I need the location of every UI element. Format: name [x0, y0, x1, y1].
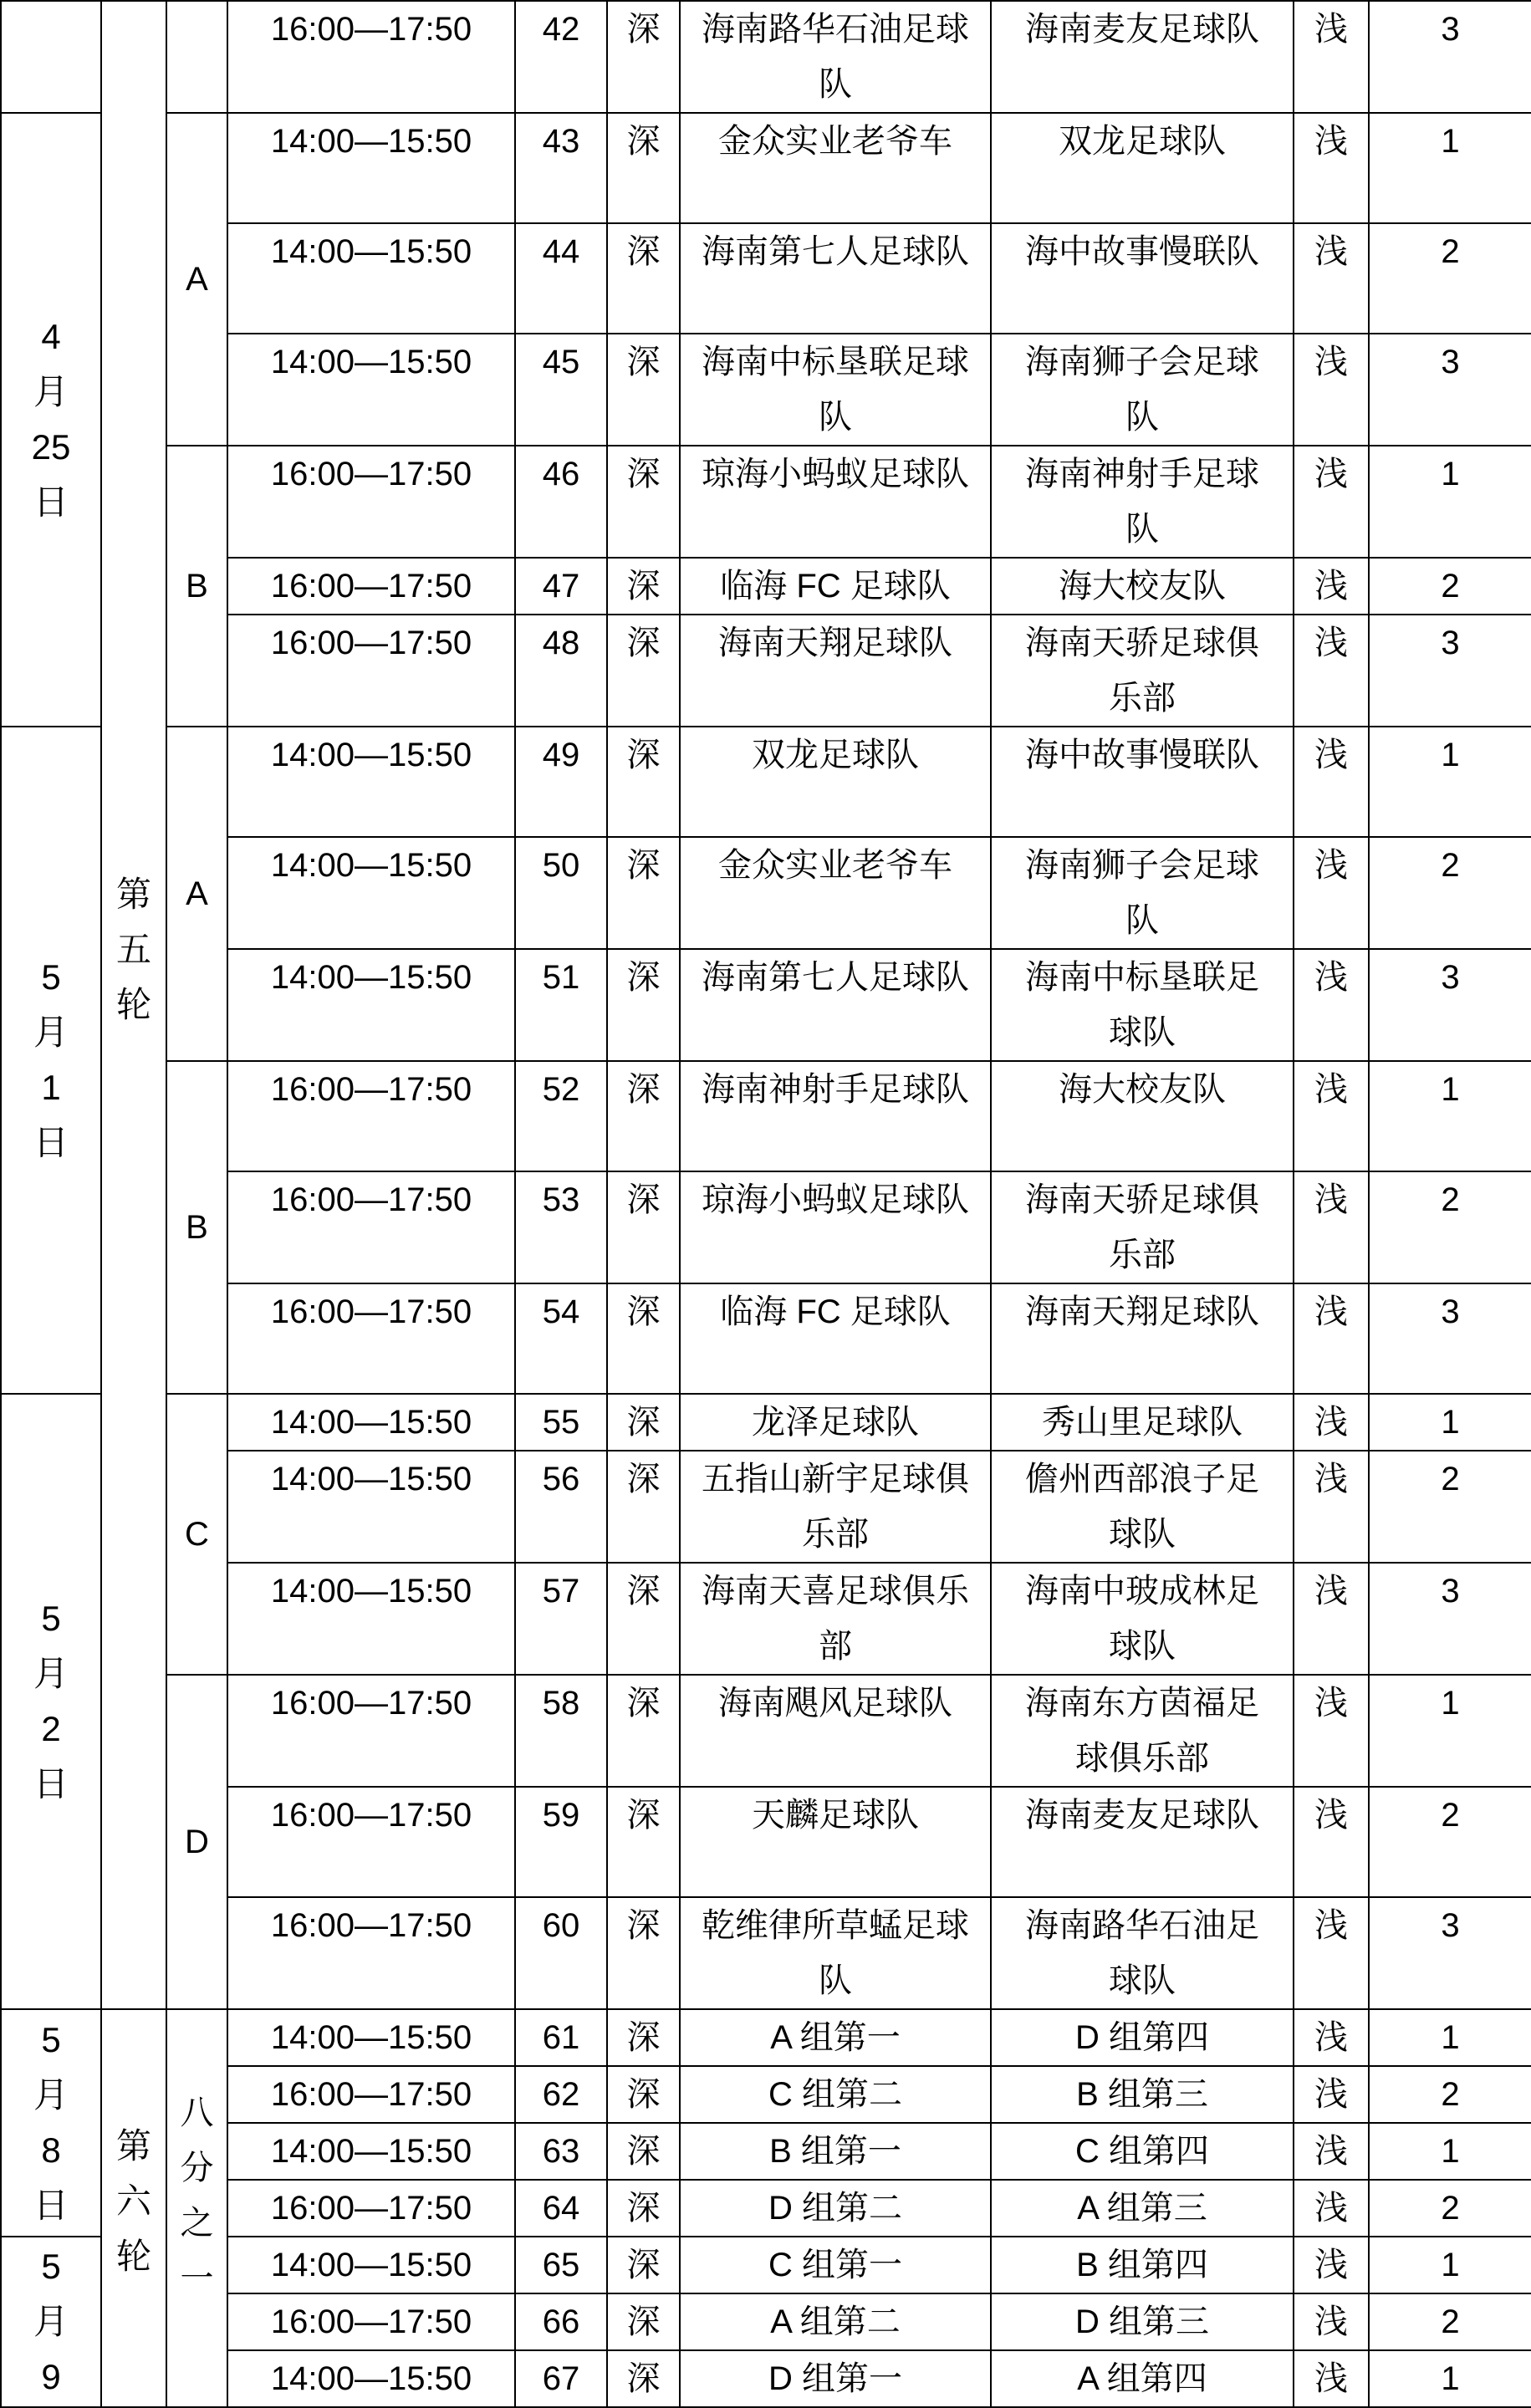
field-number-cell: 1: [1369, 446, 1531, 558]
table-row: [1, 1787, 1531, 1897]
time-cell: 14:00—15:50: [227, 223, 515, 334]
table-row: [1, 2180, 1531, 2237]
away-team-cell-text: A 组第四: [1077, 2360, 1207, 2397]
home-kit-cell: 深: [607, 1061, 680, 1171]
home-kit-cell: 深: [607, 1451, 680, 1563]
match-number-cell: 49: [515, 727, 607, 837]
away-team-cell: [991, 1171, 1294, 1283]
away-kit-cell: 浅: [1294, 1675, 1369, 1787]
time-cell: 14:00—15:50: [227, 2237, 515, 2293]
group-cell: C: [166, 1394, 227, 1675]
home-team-cell: [680, 615, 991, 727]
time-cell: 16:00—17:50: [227, 558, 515, 615]
home-kit-cell: 深: [607, 615, 680, 727]
away-kit-cell: 浅: [1294, 558, 1369, 615]
table-row: [1, 2066, 1531, 2123]
home-kit-cell: 深: [607, 949, 680, 1061]
home-team-cell-text: 乾维律所草蜢足球队: [702, 1907, 969, 1999]
match-number-cell: 44: [515, 223, 607, 334]
table-row: [1, 1563, 1531, 1675]
time-cell: 16:00—17:50: [227, 1, 515, 113]
table-row: [1, 334, 1531, 446]
home-kit-cell: 深: [607, 2123, 680, 2180]
table-row: [1, 1394, 1531, 1451]
home-kit-cell: 深: [607, 1787, 680, 1897]
away-kit-cell: 浅: [1294, 2009, 1369, 2066]
home-team-cell: [680, 2066, 991, 2123]
away-kit-cell: 浅: [1294, 1, 1369, 113]
away-team-cell-text: 海南东方茵福足球俱乐部: [1025, 1685, 1259, 1777]
home-kit-cell: 深: [607, 2293, 680, 2350]
match-number-cell: 58: [515, 1675, 607, 1787]
table-row: [1, 837, 1531, 949]
match-number-cell: 55: [515, 1394, 607, 1451]
table-row: [1, 1675, 1531, 1787]
away-team-cell: [991, 1394, 1294, 1451]
field-number-cell: 3: [1369, 615, 1531, 727]
home-kit-cell: 深: [607, 1394, 680, 1451]
home-team-cell-text: C 组第一: [768, 2247, 902, 2283]
time-cell: 14:00—15:50: [227, 837, 515, 949]
home-team-cell-text: 海南飓风足球队: [718, 1685, 952, 1722]
home-team-cell-text: 临海 FC 足球队: [720, 1293, 951, 1330]
away-team-cell-text: 海南中玻成林足球队: [1025, 1573, 1259, 1665]
home-team-cell: [680, 1787, 991, 1897]
away-team-cell: [991, 2237, 1294, 2293]
away-team-cell: [991, 837, 1294, 949]
time-cell: 14:00—15:50: [227, 2009, 515, 2066]
home-team-cell: [680, 2180, 991, 2237]
home-team-cell: [680, 113, 991, 223]
table-row: [1, 1283, 1531, 1394]
home-team-cell-text: 双龙足球队: [752, 737, 919, 773]
away-team-cell: [991, 949, 1294, 1061]
group-cell: [166, 1, 227, 113]
away-kit-cell: 浅: [1294, 334, 1369, 446]
away-kit-cell: 浅: [1294, 727, 1369, 837]
home-kit-cell: 深: [607, 1675, 680, 1787]
date-cell: 5 月 1 日: [1, 727, 101, 1394]
match-number-cell: 54: [515, 1283, 607, 1394]
table-row: [1, 2293, 1531, 2350]
away-kit-cell: 浅: [1294, 1171, 1369, 1283]
away-kit-cell: 浅: [1294, 1451, 1369, 1563]
field-number-cell: 1: [1369, 1394, 1531, 1451]
field-number-cell: 2: [1369, 1787, 1531, 1897]
date-cell: 5 月 8 日: [1, 2009, 101, 2237]
table-row: [1, 1, 1531, 113]
away-kit-cell: 浅: [1294, 837, 1369, 949]
match-number-cell: 62: [515, 2066, 607, 2123]
away-team-cell-text: B 组第四: [1076, 2247, 1208, 2283]
home-team-cell: [680, 2009, 991, 2066]
time-cell: 14:00—15:50: [227, 949, 515, 1061]
away-team-cell-text: D 组第三: [1075, 2303, 1209, 2340]
away-team-cell-text: C 组第四: [1075, 2133, 1209, 2170]
match-number-cell: 63: [515, 2123, 607, 2180]
away-team-cell-text: B 组第三: [1076, 2076, 1208, 2113]
home-kit-cell: 深: [607, 2180, 680, 2237]
table-row: [1, 1061, 1531, 1171]
round-cell: 第 五 轮: [101, 1, 166, 2009]
table-row: [1, 2350, 1531, 2407]
time-cell: 16:00—17:50: [227, 2180, 515, 2237]
home-kit-cell: 深: [607, 113, 680, 223]
away-team-cell-text: 海南中标垦联足球队: [1025, 959, 1259, 1051]
field-number-cell: 2: [1369, 223, 1531, 334]
away-team-cell-text: 海中故事慢联队: [1025, 233, 1259, 270]
group-cell: 八 分 之 一: [166, 2009, 227, 2407]
match-number-cell: 59: [515, 1787, 607, 1897]
away-team-cell-text: D 组第四: [1075, 2019, 1209, 2056]
home-kit-cell: 深: [607, 2350, 680, 2407]
table-row: [1, 113, 1531, 223]
away-team-cell-text: 海南天骄足球俱乐部: [1025, 1181, 1259, 1273]
home-team-cell: [680, 949, 991, 1061]
group-cell: D: [166, 1675, 227, 2009]
time-cell: 14:00—15:50: [227, 2350, 515, 2407]
away-kit-cell: 浅: [1294, 949, 1369, 1061]
away-team-cell-text: 海南路华石油足球队: [1025, 1907, 1259, 1999]
away-team-cell-text: 秀山里足球队: [1042, 1404, 1243, 1441]
away-team-cell: [991, 2350, 1294, 2407]
home-kit-cell: 深: [607, 1, 680, 113]
away-kit-cell: 浅: [1294, 223, 1369, 334]
table-row: [1, 2009, 1531, 2066]
home-team-cell: [680, 1, 991, 113]
time-cell: 16:00—17:50: [227, 1283, 515, 1394]
time-cell: 16:00—17:50: [227, 1787, 515, 1897]
home-kit-cell: 深: [607, 2009, 680, 2066]
field-number-cell: 3: [1369, 1897, 1531, 2009]
match-number-cell: 66: [515, 2293, 607, 2350]
home-kit-cell: 深: [607, 1171, 680, 1283]
time-cell: 16:00—17:50: [227, 1171, 515, 1283]
time-cell: 16:00—17:50: [227, 2066, 515, 2123]
match-number-cell: 46: [515, 446, 607, 558]
field-number-cell: 2: [1369, 2180, 1531, 2237]
field-number-cell: 2: [1369, 2293, 1531, 2350]
away-team-cell: [991, 223, 1294, 334]
group-cell: B: [166, 1061, 227, 1394]
schedule-body: [1, 1, 1531, 2407]
home-team-cell-text: 海南中标垦联足球队: [702, 344, 969, 436]
field-number-cell: 3: [1369, 949, 1531, 1061]
table-row: [1, 615, 1531, 727]
away-team-cell: [991, 558, 1294, 615]
home-team-cell: [680, 1897, 991, 2009]
field-number-cell: 2: [1369, 558, 1531, 615]
match-number-cell: 67: [515, 2350, 607, 2407]
away-team-cell-text: 儋州西部浪子足球队: [1025, 1461, 1259, 1553]
home-kit-cell: 深: [607, 1563, 680, 1675]
away-team-cell-text: 海南神射手足球队: [1025, 456, 1259, 548]
away-team-cell-text: 海南狮子会足球队: [1025, 847, 1259, 939]
away-team-cell: [991, 1563, 1294, 1675]
time-cell: 16:00—17:50: [227, 1897, 515, 2009]
home-team-cell-text: D 组第二: [768, 2190, 902, 2227]
home-team-cell: [680, 2123, 991, 2180]
away-kit-cell: 浅: [1294, 2066, 1369, 2123]
field-number-cell: 2: [1369, 1171, 1531, 1283]
away-team-cell: [991, 334, 1294, 446]
away-team-cell: [991, 1675, 1294, 1787]
home-kit-cell: 深: [607, 334, 680, 446]
home-team-cell-text: 金众实业老爷车: [718, 123, 952, 160]
field-number-cell: 1: [1369, 1061, 1531, 1171]
match-number-cell: 48: [515, 615, 607, 727]
date-cell: 4 月 25 日: [1, 113, 101, 727]
time-cell: 14:00—15:50: [227, 1394, 515, 1451]
home-team-cell-text: 海南第七人足球队: [702, 233, 969, 270]
field-number-cell: 1: [1369, 2009, 1531, 2066]
table-row: [1, 727, 1531, 837]
home-kit-cell: 深: [607, 1283, 680, 1394]
group-cell: A: [166, 113, 227, 446]
away-team-cell: [991, 1, 1294, 113]
home-kit-cell: 深: [607, 2066, 680, 2123]
home-kit-cell: 深: [607, 446, 680, 558]
away-team-cell: [991, 1897, 1294, 2009]
table-row: [1, 2123, 1531, 2180]
home-team-cell-text: 海南路华石油足球队: [702, 11, 969, 103]
time-cell: 14:00—15:50: [227, 113, 515, 223]
away-team-cell: [991, 727, 1294, 837]
table-row: [1, 223, 1531, 334]
match-number-cell: 53: [515, 1171, 607, 1283]
time-cell: 16:00—17:50: [227, 1675, 515, 1787]
home-team-cell-text: 临海 FC 足球队: [720, 568, 951, 605]
field-number-cell: 2: [1369, 837, 1531, 949]
time-cell: 14:00—15:50: [227, 334, 515, 446]
home-team-cell-text: 五指山新宇足球俱乐部: [702, 1461, 969, 1553]
home-kit-cell: 深: [607, 1897, 680, 2009]
field-number-cell: 1: [1369, 1675, 1531, 1787]
table-row: [1, 558, 1531, 615]
home-team-cell: [680, 334, 991, 446]
away-team-cell-text: 海南狮子会足球队: [1025, 344, 1259, 436]
table-row: [1, 2237, 1531, 2293]
away-kit-cell: 浅: [1294, 1897, 1369, 2009]
away-team-cell: [991, 2293, 1294, 2350]
table-row: [1, 1171, 1531, 1283]
away-team-cell-text: 双龙足球队: [1059, 123, 1226, 160]
home-team-cell: [680, 1394, 991, 1451]
home-team-cell: [680, 223, 991, 334]
match-number-cell: 52: [515, 1061, 607, 1171]
away-kit-cell: 浅: [1294, 1394, 1369, 1451]
home-team-cell-text: 琼海小蚂蚁足球队: [702, 1181, 969, 1218]
match-number-cell: 57: [515, 1563, 607, 1675]
away-team-cell: [991, 113, 1294, 223]
away-team-cell-text: 海南麦友足球队: [1025, 1797, 1259, 1834]
home-team-cell: [680, 2237, 991, 2293]
away-kit-cell: 浅: [1294, 2180, 1369, 2237]
away-kit-cell: 浅: [1294, 446, 1369, 558]
home-team-cell-text: D 组第一: [768, 2360, 902, 2397]
away-team-cell-text: 海南天翔足球队: [1025, 1293, 1259, 1330]
away-kit-cell: 浅: [1294, 2237, 1369, 2293]
home-team-cell: [680, 1451, 991, 1563]
home-team-cell-text: A 组第二: [770, 2303, 901, 2340]
away-team-cell: [991, 2009, 1294, 2066]
away-kit-cell: 浅: [1294, 615, 1369, 727]
home-team-cell-text: 海南天翔足球队: [718, 625, 952, 661]
home-team-cell: [680, 1171, 991, 1283]
home-team-cell-text: 海南第七人足球队: [702, 959, 969, 996]
home-team-cell: [680, 2350, 991, 2407]
field-number-cell: 1: [1369, 2350, 1531, 2407]
home-team-cell-text: 金众实业老爷车: [718, 847, 952, 884]
away-kit-cell: 浅: [1294, 1787, 1369, 1897]
home-team-cell-text: C 组第二: [768, 2076, 902, 2113]
field-number-cell: 2: [1369, 2066, 1531, 2123]
match-number-cell: 64: [515, 2180, 607, 2237]
away-team-cell-text: 海南麦友足球队: [1025, 11, 1259, 48]
group-cell: B: [166, 446, 227, 727]
date-cell: 5 月 9: [1, 2237, 101, 2407]
home-kit-cell: 深: [607, 837, 680, 949]
home-team-cell-text: 琼海小蚂蚁足球队: [702, 456, 969, 492]
match-number-cell: 60: [515, 1897, 607, 2009]
field-number-cell: 3: [1369, 334, 1531, 446]
match-number-cell: 43: [515, 113, 607, 223]
away-team-cell-text: 海大校友队: [1059, 1071, 1226, 1108]
home-kit-cell: 深: [607, 2237, 680, 2293]
away-team-cell: [991, 1451, 1294, 1563]
away-team-cell: [991, 1061, 1294, 1171]
field-number-cell: 3: [1369, 1283, 1531, 1394]
match-number-cell: 56: [515, 1451, 607, 1563]
match-number-cell: 42: [515, 1, 607, 113]
field-number-cell: 1: [1369, 2123, 1531, 2180]
home-team-cell: [680, 1563, 991, 1675]
home-kit-cell: 深: [607, 727, 680, 837]
away-team-cell: [991, 1787, 1294, 1897]
away-team-cell: [991, 1283, 1294, 1394]
date-cell: 5 月 2 日: [1, 1394, 101, 2009]
match-number-cell: 65: [515, 2237, 607, 2293]
home-team-cell: [680, 2293, 991, 2350]
field-number-cell: 1: [1369, 113, 1531, 223]
away-team-cell: [991, 2066, 1294, 2123]
field-number-cell: 1: [1369, 2237, 1531, 2293]
away-team-cell: [991, 615, 1294, 727]
table-row: [1, 949, 1531, 1061]
home-team-cell: [680, 727, 991, 837]
away-kit-cell: 浅: [1294, 1283, 1369, 1394]
home-team-cell: [680, 558, 991, 615]
field-number-cell: 3: [1369, 1, 1531, 113]
away-team-cell: [991, 2123, 1294, 2180]
match-number-cell: 45: [515, 334, 607, 446]
away-team-cell-text: 海南天骄足球俱乐部: [1025, 625, 1259, 717]
time-cell: 16:00—17:50: [227, 446, 515, 558]
away-kit-cell: 浅: [1294, 2293, 1369, 2350]
away-kit-cell: 浅: [1294, 1563, 1369, 1675]
time-cell: 16:00—17:50: [227, 1061, 515, 1171]
field-number-cell: 3: [1369, 1563, 1531, 1675]
away-kit-cell: 浅: [1294, 2123, 1369, 2180]
match-number-cell: 61: [515, 2009, 607, 2066]
away-kit-cell: 浅: [1294, 2350, 1369, 2407]
away-team-cell-text: A 组第三: [1077, 2190, 1207, 2227]
away-team-cell-text: 海中故事慢联队: [1025, 737, 1259, 773]
home-team-cell-text: B 组第一: [769, 2133, 901, 2170]
match-number-cell: 50: [515, 837, 607, 949]
time-cell: 14:00—15:50: [227, 1563, 515, 1675]
away-kit-cell: 浅: [1294, 113, 1369, 223]
away-team-cell: [991, 446, 1294, 558]
away-team-cell: [991, 2180, 1294, 2237]
match-number-cell: 47: [515, 558, 607, 615]
home-team-cell-text: 龙泽足球队: [752, 1404, 919, 1441]
round-cell: 第 六 轮: [101, 2009, 166, 2407]
time-cell: 14:00—15:50: [227, 727, 515, 837]
home-kit-cell: 深: [607, 558, 680, 615]
group-cell: A: [166, 727, 227, 1061]
home-team-cell: [680, 446, 991, 558]
away-team-cell-text: 海大校友队: [1059, 568, 1226, 605]
home-team-cell-text: 海南神射手足球队: [702, 1071, 969, 1108]
home-team-cell: [680, 1675, 991, 1787]
table-row: [1, 446, 1531, 558]
home-kit-cell: 深: [607, 223, 680, 334]
time-cell: 14:00—15:50: [227, 2123, 515, 2180]
field-number-cell: 2: [1369, 1451, 1531, 1563]
table-row: [1, 1897, 1531, 2009]
home-team-cell: [680, 837, 991, 949]
home-team-cell-text: 天麟足球队: [752, 1797, 919, 1834]
date-cell: [1, 1, 101, 113]
time-cell: 14:00—15:50: [227, 1451, 515, 1563]
home-team-cell: [680, 1283, 991, 1394]
match-number-cell: 51: [515, 949, 607, 1061]
home-team-cell-text: 海南天喜足球俱乐部: [702, 1573, 969, 1665]
field-number-cell: 1: [1369, 727, 1531, 837]
table-row: [1, 1451, 1531, 1563]
away-kit-cell: 浅: [1294, 1061, 1369, 1171]
home-team-cell: [680, 1061, 991, 1171]
time-cell: 16:00—17:50: [227, 615, 515, 727]
time-cell: 16:00—17:50: [227, 2293, 515, 2350]
home-team-cell-text: A 组第一: [770, 2019, 901, 2056]
